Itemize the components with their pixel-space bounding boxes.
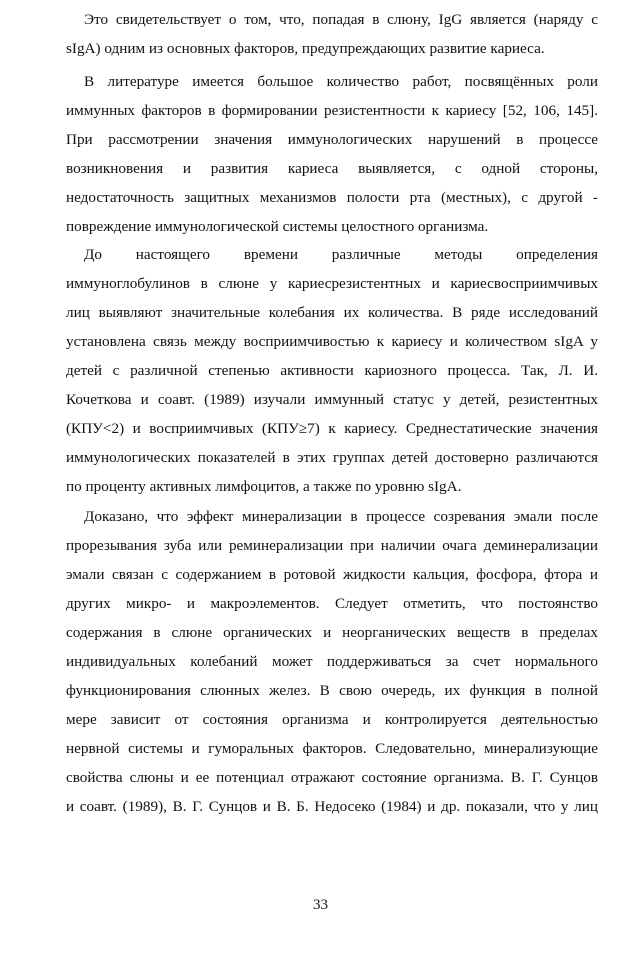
text-line: содержания в слюне органических и неорганических веществ в пределах — [66, 624, 598, 641]
text-line: других микро- и макроэлементов. Следует отметить, что постоянство — [66, 595, 598, 612]
text-line: по проценту активных лимфоцитов, а также по уровню sIgA. — [66, 478, 462, 495]
text-line: недостаточность защитных механизмов полости рта (местных), с другой - — [66, 189, 598, 206]
text-line: лиц выявляют значительные колебания их количества. В ряде исследований — [66, 304, 598, 321]
text-line: иммунологических показателей в этих группах детей достоверно различаются — [66, 449, 598, 466]
text-line: и соавт. (1989), В. Г. Сунцов и В. Б. Недосеко (1984) и др. показали, что у лиц — [66, 798, 598, 815]
text-line: При рассмотрении значения иммунологических нарушений в процессе — [66, 131, 598, 148]
text-line: функционирования слюнных желез. В свою очередь, их функция в полной — [66, 682, 598, 699]
text-line: мере зависит от состояния организма и контролируется деятельностью — [66, 711, 598, 728]
text-line: установлена связь между восприимчивостью к кариесу и количеством sIgA у — [66, 333, 598, 350]
text-line: До настоящего времени различные методы определения — [84, 246, 598, 263]
text-line: В литературе имеется большое количество работ, посвящённых роли — [84, 73, 598, 90]
text-line: Доказано, что эффект минерализации в процессе созревания эмали после — [84, 508, 598, 525]
text-line: Это свидетельствует о том, что, попадая в слюну, IgG является (наряду с — [84, 11, 598, 28]
text-line: sIgA) одним из основных факторов, предупреждающих развитие кариеса. — [66, 40, 545, 57]
text-line: иммуноглобулинов в слюне у кариесрезистентных и кариесвосприимчивых — [66, 275, 598, 292]
text-line: Кочеткова и соавт. (1989) изучали иммунный статус у детей, резистентных — [66, 391, 598, 408]
text-line: повреждение иммунологической системы целостного организма. — [66, 218, 489, 235]
text-line: детей с различной степенью активности кариозного процесса. Так, Л. И. — [66, 362, 598, 379]
text-line: возникновения и развития кариеса выявляется, с одной стороны, — [66, 160, 598, 177]
text-line: нервной системы и гуморальных факторов. Следовательно, минерализующие — [66, 740, 598, 757]
text-line: эмали связан с содержанием в ротовой жидкости кальция, фосфора, фтора и — [66, 566, 598, 583]
page-number: 33 — [313, 897, 328, 913]
text-line: свойства слюны и ее потенциал отражают состояние организма. В. Г. Сунцов — [66, 769, 598, 786]
text-line: (КПУ<2) и восприимчивых (КПУ≥7) к кариесу. Среднестатические значения — [66, 420, 598, 437]
text-line: иммунных факторов в формировании резистентности к кариесу [52, 106, 145]. — [66, 102, 598, 119]
text-line: индивидуальных колебаний может поддерживаться за счет нормального — [66, 653, 598, 670]
text-line: прорезывания зуба или реминерализации при наличии очага деминерализации — [66, 537, 598, 554]
